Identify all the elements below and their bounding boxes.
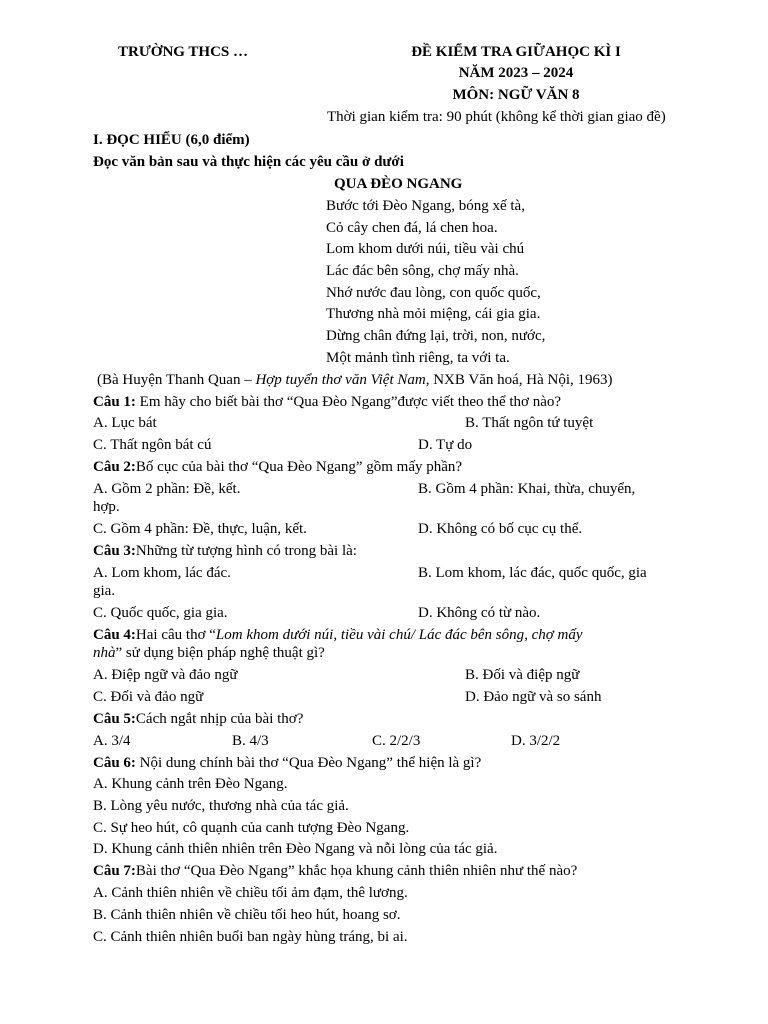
question-label: Câu 5: [93,711,136,727]
q4-option-d: D. Đảo ngữ và so sánh [465,689,602,705]
q6-option-b: B. Lòng yêu nước, thương nhà của tác giả. [93,798,349,814]
question-4-continued [93,644,325,662]
question-quote: Lom khom dưới núi, tiều vài chú/ Lác đác bên sông, chợ mấy [215,627,583,643]
question-text: Cách ngắt nhịp của bài thơ? [135,711,304,727]
poem-line: Một mảnh tình riêng, ta với ta. [326,350,510,366]
question-2 [93,458,462,476]
poem-line: Lom khom dưới núi, tiều vài chú [326,241,525,257]
question-4 [93,626,583,644]
source-book: Hợp tuyển thơ văn Việt Nam, [255,372,430,388]
q4-option-c: C. Đối và đảo ngữ [93,689,204,705]
poem-line: Dừng chân đứng lại, trời, non, nước, [326,328,546,344]
q3-option-b-continued: gia. [93,583,116,599]
question-text: Bố cục của bài thơ “Qua Đèo Ngang” gồm mấy phần? [135,459,463,475]
q2-option-b-continued: hợp. [93,499,120,515]
question-text-end: ” sử dụng biện pháp nghệ thuật gì? [115,645,325,661]
q3-option-c: C. Quốc quốc, gia gia. [93,605,228,621]
question-3 [93,542,357,560]
poem-line: Lác đác bên sông, chợ mấy nhà. [326,263,519,279]
poem-line: Nhớ nước đau lòng, con quốc quốc, [326,285,541,301]
question-6 [93,754,481,772]
question-label: Câu 3: [93,543,136,559]
question-label: Câu 7: [93,863,136,879]
q5-option-c: C. 2/2/3 [372,733,421,749]
q1-option-d: D. Tự do [418,437,473,453]
question-label: Câu 1: [93,394,136,410]
question-text: Những từ tượng hình có trong bài là: [135,543,357,559]
poem-line: Cỏ cây chen đá, lá chen hoa. [326,220,498,236]
q1-option-c: C. Thất ngôn bát cú [93,437,212,453]
question-5 [93,710,303,728]
exam-subject: MÔN: NGỮ VĂN 8 [452,87,580,103]
q5-option-b: B. 4/3 [232,733,269,749]
q6-option-a: A. Khung cảnh trên Đèo Ngang. [93,776,288,792]
q5-option-a: A. 3/4 [93,733,131,749]
poem-title: QUA ĐÈO NGANG [334,176,463,192]
question-text: Bài thơ “Qua Đèo Ngang” khắc họa khung cảnh thiên nhiên như thế nào? [135,863,578,879]
q4-option-b: B. Đối và điệp ngữ [465,667,580,683]
school-name: TRƯỜNG THCS … [118,44,249,60]
q6-option-c: C. Sự heo hút, cô quạnh của canh tượng Đèo Ngang. [93,820,410,836]
q3-option-b: B. Lom khom, lác đác, quốc quốc, gia [418,565,647,581]
question-text: Em hãy cho biết bài thơ “Qua Đèo Ngang”được viết theo thể thơ nào? [135,394,562,410]
q7-option-a: A. Cảnh thiên nhiên về chiều tối ảm đạm, thê lương. [93,885,408,901]
section-instruction: Đọc văn bản sau và thực hiện các yêu cầu ở dưới [93,154,404,170]
source-author: (Bà Huyện Thanh Quan – [97,372,256,388]
exam-time: Thời gian kiểm tra: 90 phút (không kể thời gian giao đề) [327,109,666,125]
exam-year: NĂM 2023 – 2024 [458,65,574,81]
poem-line: Bước tới Đèo Ngang, bóng xế tà, [326,198,525,214]
question-label: Câu 2: [93,459,136,475]
q6-option-d: D. Khung cảnh thiên nhiên trên Đèo Ngang và nỗi lòng của tác giả. [93,841,498,857]
q3-option-a: A. Lom khom, lác đác. [93,565,231,581]
question-1 [93,393,561,411]
question-text: Nội dung chính bài thơ “Qua Đèo Ngang” thể hiện là gì? [135,755,482,771]
q4-option-a: A. Điệp ngữ và đảo ngữ [93,667,238,683]
q1-option-b: B. Thất ngôn tứ tuyệt [465,415,594,431]
question-quote-end: nhà [93,645,116,661]
q5-option-d: D. 3/2/2 [511,733,561,749]
question-label: Câu 6: [93,755,136,771]
question-text: Hai câu thơ “ [135,627,216,643]
q3-option-d: D. Không có từ nào. [418,605,541,621]
section-heading: I. ĐỌC HIỂU (6,0 điểm) [93,132,250,148]
source-publisher: NXB Văn hoá, Hà Nội, 1963) [429,372,613,388]
q2-option-c: C. Gồm 4 phần: Đề, thực, luận, kết. [93,521,307,537]
poem-source [97,371,613,389]
q2-option-d: D. Không có bố cục cụ thể. [418,521,583,537]
question-label: Câu 4: [93,627,136,643]
poem-line: Thương nhà mỏi miệng, cái gia gia. [326,306,541,322]
q7-option-c: C. Cảnh thiên nhiên buổi ban ngày hùng tráng, bi ai. [93,929,408,945]
q2-option-b: B. Gồm 4 phần: Khai, thừa, chuyển, [418,481,636,497]
q2-option-a: A. Gồm 2 phần: Đề, kết. [93,481,241,497]
q7-option-b: B. Cảnh thiên nhiên về chiều tối heo hút, hoang sơ. [93,907,401,923]
q1-option-a: A. Lục bát [93,415,157,431]
exam-title: ĐỀ KIỂM TRA GIỮAHỌC KÌ I [411,44,621,60]
question-7 [93,862,577,880]
